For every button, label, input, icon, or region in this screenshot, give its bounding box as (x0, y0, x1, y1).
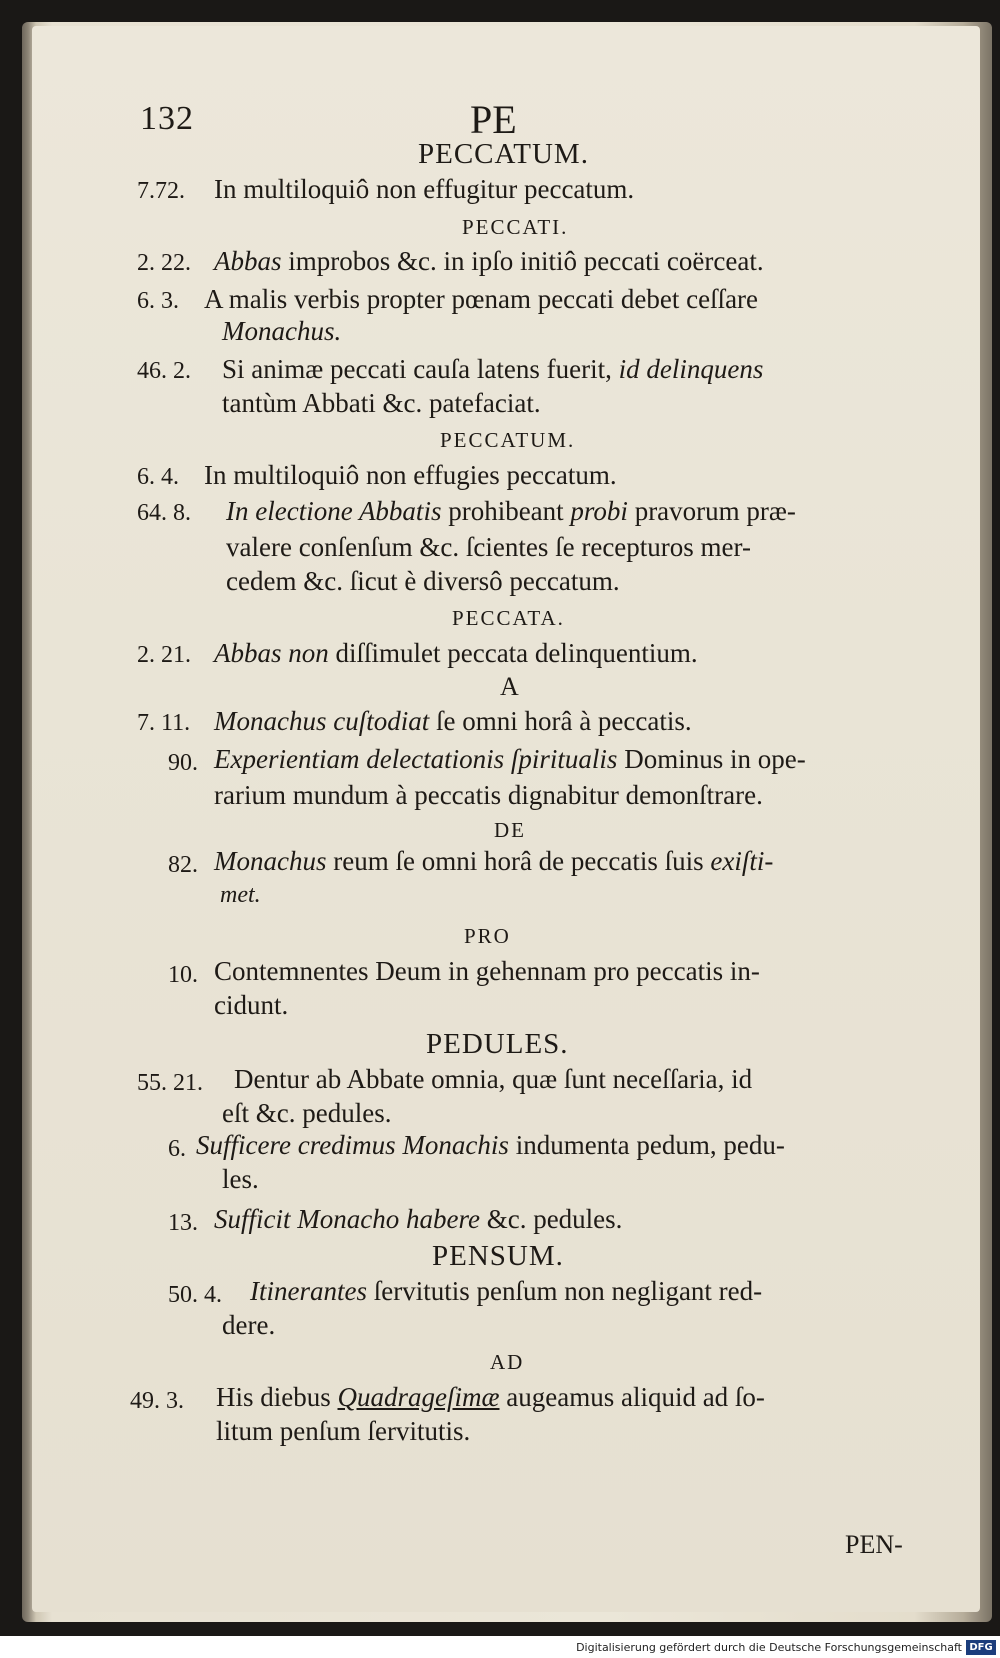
entry-ref: 6. (168, 1136, 186, 1162)
entry-text: Experientiam delectationis ſpiritualis Dominus in ope- (214, 744, 806, 774)
entry-text: dere. (222, 1310, 276, 1340)
subheading-a: A (500, 672, 520, 701)
subheading-peccatum: PECCATUM. (440, 428, 576, 452)
entry-text: les. (222, 1164, 259, 1194)
entry-text: His diebus Quadrageſimæ augeamus aliquid ad ſo- (216, 1382, 765, 1412)
subheading-peccati: PECCATI. (462, 215, 569, 239)
entry-text: Abbas non diſſimulet peccata delinquentium. (214, 638, 698, 668)
entry-text: Contemnentes Deum in gehennam pro peccatis in- (214, 956, 760, 986)
entry-text: A malis verbis propter pœnam peccati debet ceſſare (204, 284, 759, 314)
entry-ref: 55. 21. (137, 1070, 203, 1096)
entry-ref: 6. 3. (137, 288, 179, 314)
entry-text: Sufficere credimus Monachis indumenta pedum, pedu- (196, 1130, 785, 1160)
entry-ref: 82. (168, 852, 198, 878)
entry-ref: 50. 4. (168, 1282, 222, 1308)
entry-ref: 49. 3. (130, 1388, 184, 1414)
entry-text: Sufficit Monacho habere &c. pedules. (214, 1204, 623, 1234)
entry-text: Abbas improbos &c. in ipſo initiô peccati coërceat. (214, 246, 764, 276)
catchword: PEN- (845, 1530, 903, 1559)
heading-pensum: PENSUM. (432, 1240, 564, 1272)
entry-text: Monachus. (222, 316, 342, 346)
entry-text: eſt &c. pedules. (222, 1098, 392, 1128)
entry-ref: 2. 21. (137, 642, 191, 668)
entry-text: litum penſum ſervitutis. (216, 1416, 471, 1446)
entry-text: Monachus cuſtodiat ſe omni horâ à peccatis. (214, 706, 692, 736)
entry-text: cidunt. (214, 990, 289, 1020)
entry-text: Dentur ab Abbate omnia, quæ ſunt neceſſaria, id (234, 1064, 753, 1094)
funding-credit: Digitalisierung gefördert durch die Deutsche Forschungsgemeinschaft (576, 1641, 962, 1654)
entry-ref: 46. 2. (137, 358, 191, 384)
entry-ref: 64. 8. (137, 500, 191, 526)
entry-ref: 10. (168, 962, 198, 988)
entry-ref: 7. 11. (137, 710, 191, 736)
entry-text: valere conſenſum &c. ſcientes ſe recepturos mer- (226, 532, 751, 562)
subheading-de: DE (494, 818, 526, 842)
entry-text: In electione Abbatis prohibeant probi pravorum præ- (226, 496, 796, 526)
dfg-logo: DFG (966, 1640, 996, 1655)
running-head: PE (470, 97, 517, 142)
entry-ref: 6. 4. (137, 464, 179, 490)
page-number: 132 (140, 100, 194, 137)
entry-text: Si animæ peccati cauſa latens fuerit, id delinquens (222, 354, 764, 384)
entry-text: cedem &c. ſicut è diversô peccatum. (226, 566, 620, 596)
subheading-peccata: PECCATA. (452, 606, 565, 630)
entry-text: Itinerantes ſervitutis penſum non negligant red- (250, 1276, 763, 1306)
entry-ref: 90. (168, 750, 198, 776)
heading-peccatum: PECCATUM. (418, 138, 589, 170)
entry-text: met. (220, 882, 261, 908)
entry-text: Monachus reum ſe omni horâ de peccatis ſuis exiſti- (214, 846, 774, 876)
heading-pedules: PEDULES. (426, 1028, 569, 1060)
entry-text: rarium mundum à peccatis dignabitur demonſtrare. (214, 780, 763, 810)
entry-text: In multiloquiô non effugitur peccatum. (214, 174, 635, 204)
entry-ref: 2. 22. (137, 250, 191, 276)
entry-ref: 7.72. (137, 178, 185, 204)
entry-text: tantùm Abbati &c. patefaciat. (222, 388, 541, 418)
entry-text: In multiloquiô non effugies peccatum. (204, 460, 617, 490)
entry-ref: 13. (168, 1210, 198, 1236)
subheading-pro: PRO (464, 924, 511, 948)
subheading-ad: AD (490, 1350, 525, 1374)
